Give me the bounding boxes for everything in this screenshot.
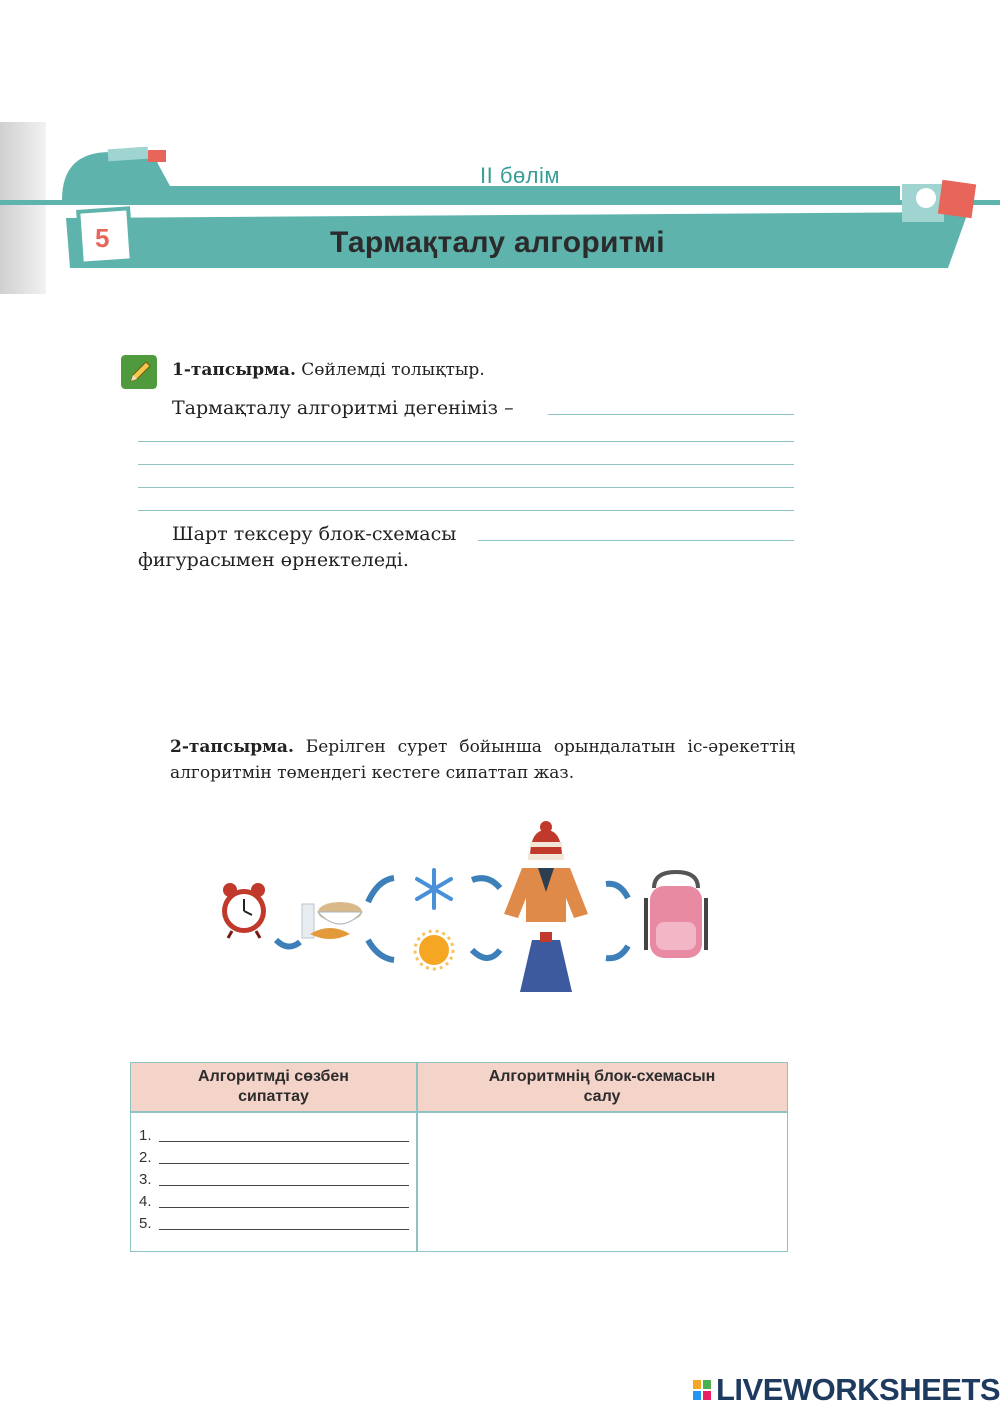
task2-heading: [170, 734, 795, 786]
header-divider: [131, 1111, 787, 1113]
task1-sentence: Тармақталу алгоритмі дегеніміз –: [172, 397, 514, 419]
snowflake-icon: [417, 870, 451, 908]
answer-line[interactable]: [159, 1185, 409, 1186]
arrow-icon: [472, 878, 500, 888]
arrow-icon: [368, 878, 394, 902]
answer-line[interactable]: [138, 487, 794, 488]
answer-line[interactable]: [159, 1163, 409, 1164]
list-number: 2.: [139, 1149, 152, 1166]
arrow-icon: [276, 940, 300, 947]
morning-routine-illustration: [210, 818, 720, 998]
arrow-icon: [472, 950, 500, 958]
breakfast-icon: [302, 902, 362, 939]
answer-line[interactable]: [138, 464, 794, 465]
page-title: Тармақталу алгоритмі: [330, 226, 665, 259]
header-text-line: сипаттау: [238, 1088, 309, 1105]
section-label: II бөлім: [480, 163, 561, 188]
arrow-icon: [606, 946, 628, 958]
liveworksheets-logo[interactable]: LIVEWORKSHEETS: [716, 1372, 1000, 1407]
dress-icon: [520, 932, 572, 992]
task1-heading: [172, 360, 485, 380]
arrow-icon: [606, 884, 628, 898]
alarm-clock-icon: [222, 883, 266, 938]
header-text-line: салу: [583, 1088, 621, 1105]
task1-instruction: Сөйлемді толықтыр.: [301, 360, 485, 380]
sun-icon: [415, 931, 453, 969]
task1-condition-text: Шарт тексеру блок-схемасы: [172, 523, 457, 545]
jacket-icon: [504, 868, 588, 922]
task2-instruction: Берілген сурет бойынша орындалатын іс-әрекеттің алгоритмін төмендегі кестеге сипаттап жаз.: [170, 737, 796, 783]
list-number: 5.: [139, 1215, 152, 1232]
task1-condition-text-end: фигурасымен өрнектеледі.: [138, 549, 409, 571]
algorithm-table: [130, 1062, 788, 1252]
answer-line[interactable]: [159, 1207, 409, 1208]
liveworksheets-logo-icon: [693, 1380, 711, 1400]
arrow-icon: [368, 940, 394, 960]
list-item: [139, 1193, 152, 1210]
answer-line[interactable]: [548, 414, 794, 415]
flowchart-drawing-area[interactable]: [421, 1115, 783, 1247]
table-header-flowchart: [417, 1063, 787, 1111]
answer-line[interactable]: [138, 441, 794, 442]
chapter-number: 5: [95, 223, 110, 253]
answer-line[interactable]: [478, 540, 794, 541]
answer-line[interactable]: [159, 1141, 409, 1142]
list-item: [139, 1215, 152, 1232]
header-text-line: Алгоритмнің блок-схемасын: [488, 1068, 716, 1085]
list-item: [139, 1149, 152, 1166]
header-text-line: Алгоритмді сөзбен: [198, 1068, 349, 1085]
task2-label: 2-тапсырма.: [170, 737, 294, 757]
backpack-icon: [646, 872, 706, 958]
answer-line[interactable]: [138, 510, 794, 511]
list-item: [139, 1171, 152, 1188]
list-number: 3.: [139, 1171, 152, 1188]
task1-label: 1-тапсырма.: [172, 360, 296, 380]
table-header-description: [131, 1063, 416, 1111]
answer-line[interactable]: [159, 1229, 409, 1230]
pencil-icon: [121, 355, 157, 389]
hat-icon: [528, 821, 564, 860]
list-number: 4.: [139, 1193, 152, 1210]
column-divider: [416, 1063, 418, 1251]
list-item: [139, 1127, 152, 1144]
list-number: 1.: [139, 1127, 152, 1144]
